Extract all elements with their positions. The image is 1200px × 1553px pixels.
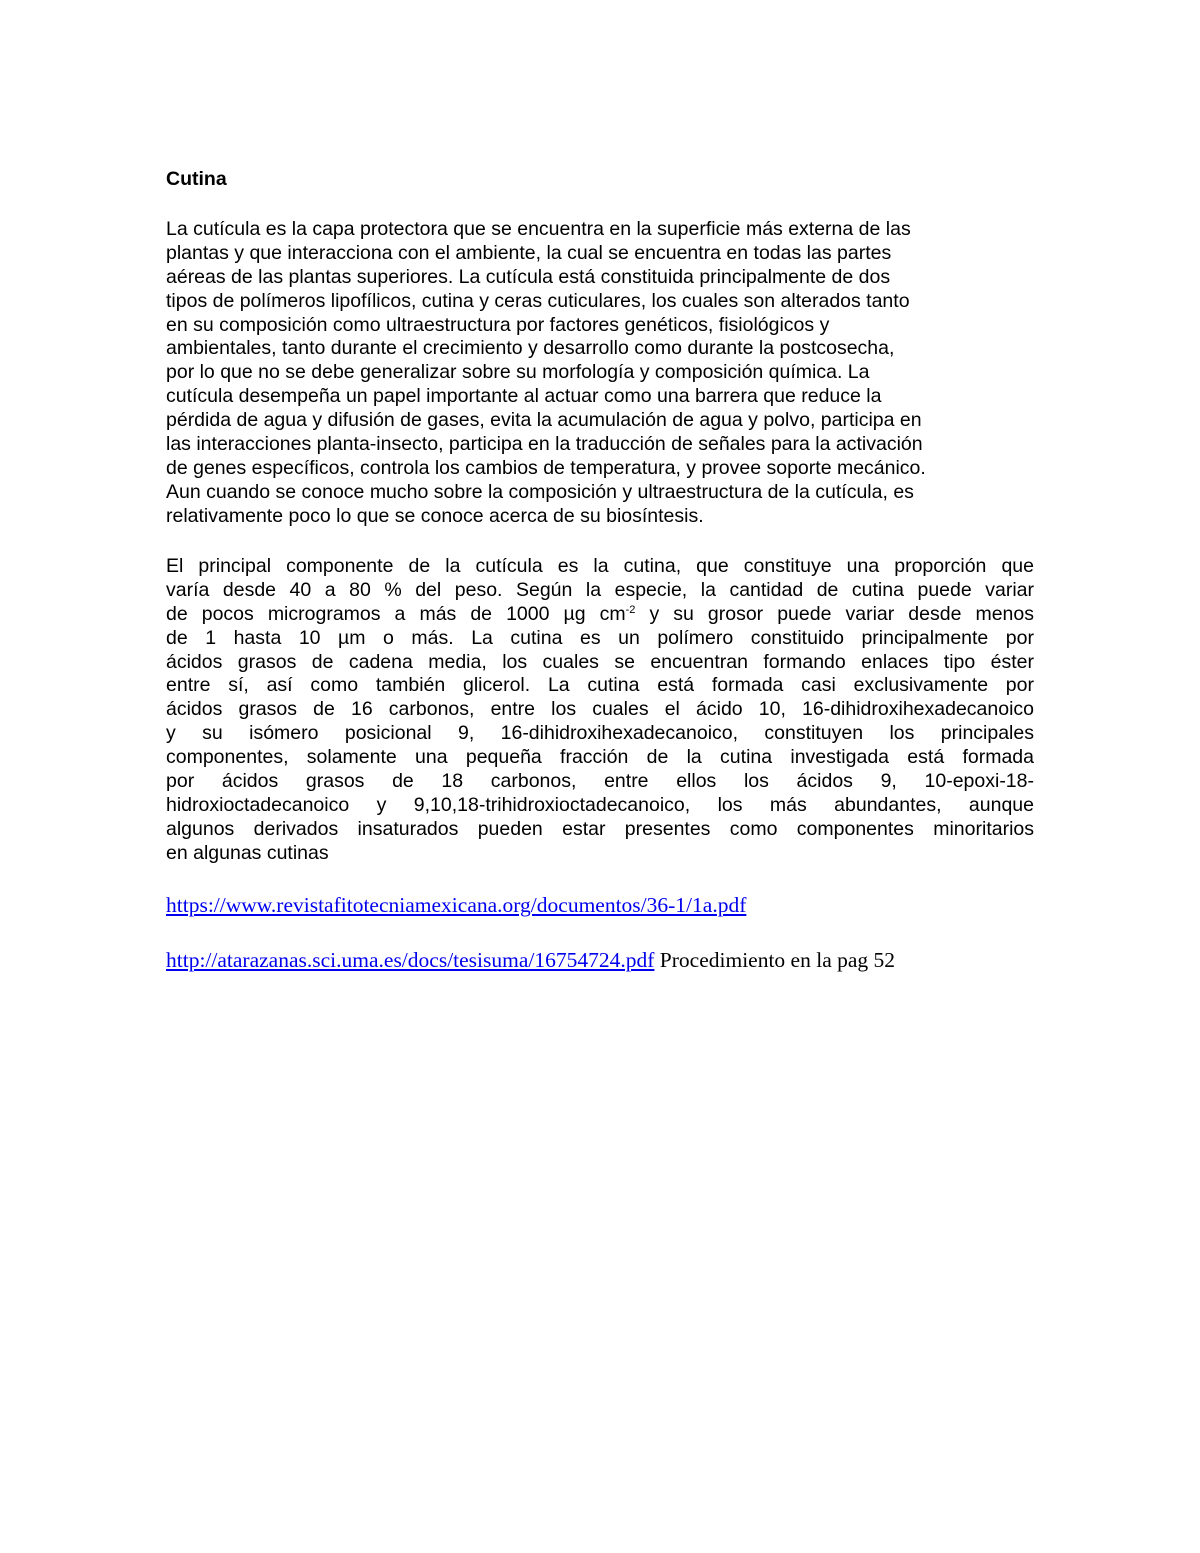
paragraph-line: pérdida de agua y difusión de gases, evita la acumulación de agua y polvo, participa en: [166, 409, 922, 432]
paragraph-line: componentes, solamente una pequeña fracción de la cutina investigada está formada: [166, 746, 1034, 769]
reference-2: [166, 948, 895, 973]
paragraph-1: [166, 218, 1034, 529]
paragraph-line: varía desde 40 a 80 % del peso. Según la especie, la cantidad de cutina puede variar: [166, 578, 1034, 601]
paragraph-line: en algunas cutinas: [166, 841, 329, 864]
document-title: Cutina: [166, 168, 227, 190]
paragraph-line: tipos de polímeros lipofílicos, cutina y ceras cuticulares, los cuales son alterados tanto: [166, 289, 910, 312]
paragraph-line: [166, 603, 1034, 627]
paragraph-line: hidroxioctadecanoico y 9,10,18-trihidroxioctadecanoico, los más abundantes, aunque: [166, 793, 1034, 816]
paragraph-line: cutícula desempeña un papel importante al actuar como una barrera que reduce la: [166, 385, 882, 408]
reference-1: [166, 893, 746, 918]
paragraph-2: [166, 555, 1034, 866]
paragraph-line: en su composición como ultraestructura por factores genéticos, fisiológicos y: [166, 313, 830, 336]
paragraph-line: por ácidos grasos de 18 carbonos, entre ellos los ácidos 9, 10-epoxi-18-: [166, 770, 1034, 793]
reference-note: Procedimiento en la pag 52: [654, 948, 896, 972]
paragraph-line: por lo que no se debe generalizar sobre su morfología y composición química. La: [166, 361, 870, 384]
paragraph-line: Aun cuando se conoce mucho sobre la composición y ultraestructura de la cutícula, es: [166, 480, 914, 503]
paragraph-line: aéreas de las plantas superiores. La cutícula está constituida principalmente de dos: [166, 265, 891, 288]
text-segment: de pocos microgramos a más de 1000 µg cm: [166, 602, 626, 625]
superscript: -2: [625, 603, 636, 616]
paragraph-line: ácidos grasos de cadena media, los cuales se encuentran formando enlaces tipo éster: [166, 650, 1034, 673]
paragraph-line: El principal componente de la cutícula es la cutina, que constituye una proporción que: [166, 555, 1034, 577]
paragraph-line: entre sí, así como también glicerol. La cutina está formada casi exclusivamente por: [166, 674, 1034, 697]
paragraph-line: de 1 hasta 10 µm o más. La cutina es un polímero constituido principalmente por: [166, 626, 1034, 649]
paragraph-line: relativamente poco lo que se conoce acerca de su biosíntesis.: [166, 504, 704, 527]
reference-link-1[interactable]: https://www.revistafitotecniamexicana.org/documentos/36-1/1a.pdf: [166, 893, 747, 917]
paragraph-line: ácidos grasos de 16 carbonos, entre los cuales el ácido 10, 16-dihidroxihexadecanoico: [166, 698, 1034, 721]
paragraph-line: La cutícula es la capa protectora que se encuentra en la superficie más externa de las: [166, 218, 911, 240]
paragraph-line: y su isómero posicional 9, 16-dihidroxihexadecanoico, constituyen los principales: [166, 722, 1034, 745]
paragraph-line: de genes específicos, controla los cambios de temperatura, y provee soporte mecánico.: [166, 456, 926, 479]
paragraph-line: algunos derivados insaturados pueden estar presentes como componentes minoritarios: [166, 817, 1034, 840]
paragraph-line: ambientales, tanto durante el crecimiento y desarrollo como durante la postcosecha,: [166, 337, 895, 360]
text-segment: y su grosor puede variar desde menos: [635, 602, 1034, 625]
reference-link-2[interactable]: http://atarazanas.sci.uma.es/docs/tesisuma/16754724.pdf: [166, 948, 655, 972]
paragraph-line: plantas y que interacciona con el ambiente, la cual se encuentra en todas las partes: [166, 241, 892, 264]
paragraph-line: las interacciones planta-insecto, participa en la traducción de señales para la activación: [166, 433, 923, 456]
